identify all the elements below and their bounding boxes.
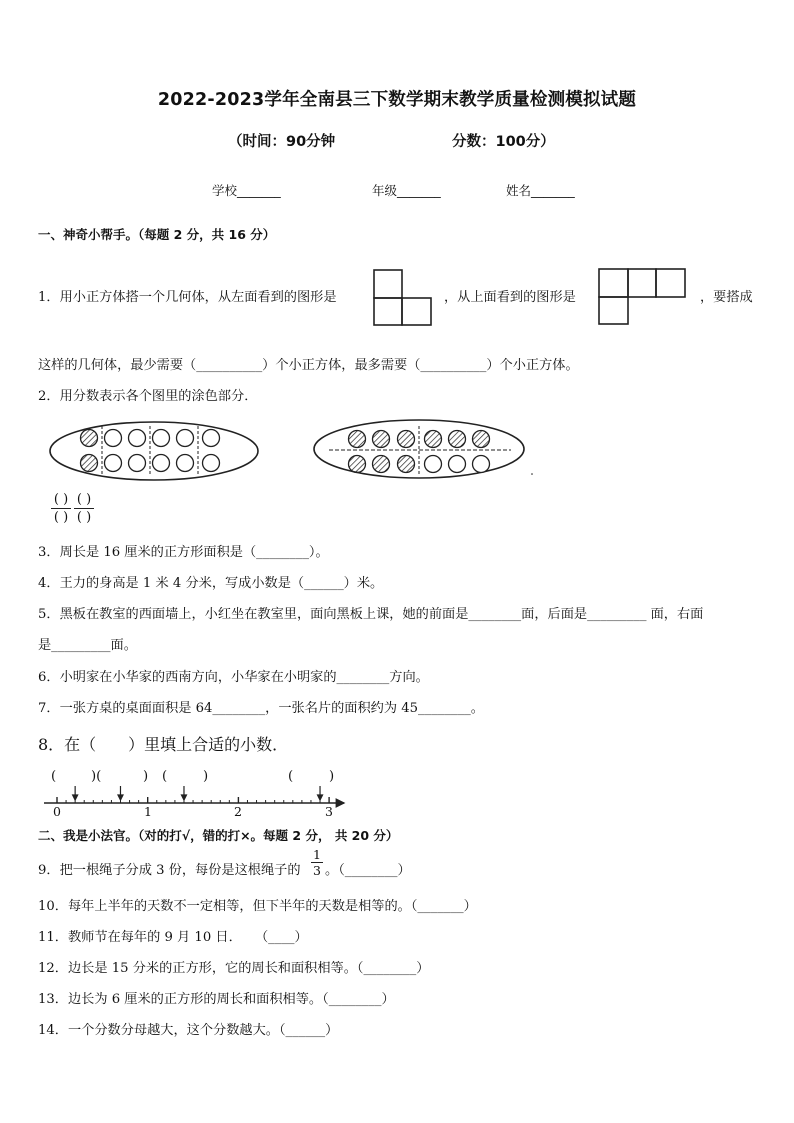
pointer-arrowhead-1 [73, 795, 78, 800]
q9-text-before: 9．把一根绳子分成 3 份，每份是这根绳子的 [38, 863, 301, 878]
q8-paren-3-open: ( [162, 769, 168, 784]
q10-text: 10．每年上半年的天数不一定相等，但下半年的天数是相等的。（_______） [38, 899, 477, 914]
fraction-1-numerator: ( ) [53, 492, 69, 507]
q1-part3: ，要搭成 [700, 290, 753, 305]
q8-paren-1-close-2-open: )( [91, 769, 102, 784]
name-field: 姓名_______ [506, 183, 575, 198]
exam-time: （时间：90分钟 [228, 134, 336, 150]
fraction-1-denominator: ( ) [53, 510, 69, 525]
q5-line1: 5．黑板在教室的西面墙上，小红坐在教室里，面向黑板上课，她的前面是________面，后面是_________ 面，右面 [38, 607, 704, 622]
q8-paren-4-open: ( [288, 769, 294, 784]
exam-score: 分数：100分） [452, 134, 555, 150]
pointer-arrowhead-3 [181, 795, 186, 800]
fraction-2-numerator: ( ) [76, 492, 92, 507]
q7-text: 7．一张方桌的桌面面积是 64________，一张名片的面积约为 45________。 [38, 701, 484, 716]
section-2-title: 二、我是小法官。（对的打√，错的打×。每题 2 分， 共 20 分） [38, 828, 399, 843]
tick-label-3: 3 [325, 804, 333, 819]
q1-part2: ，从上面看到的图形是 [444, 290, 576, 305]
q5-line2: 是_________面。 [38, 638, 137, 653]
q14-text: 14．一个分数分母越大，这个分数越大。（______） [38, 1023, 339, 1038]
q8-paren-2-close: ) [143, 769, 149, 784]
q1-line2: 这样的几何体，最少需要（__________）个小正方体，最多需要（__________）个小正方体。 [38, 358, 579, 373]
q13-text: 13．边长为 6 厘米的正方形的周长和面积相等。（________） [38, 992, 395, 1007]
q8-paren-3-close: ) [203, 769, 209, 784]
school-field: 学校_______ [212, 183, 281, 198]
pointer-arrowhead-4 [318, 795, 323, 800]
q2-text: 2．用分数表示各个图里的涂色部分． [38, 389, 258, 404]
fraction-2-bar [74, 508, 94, 509]
q1-part1: 1．用小正方体搭一个几何体，从左面看到的图形是 [38, 290, 337, 305]
q8-paren-4-close: ) [329, 769, 335, 784]
q3-text: 3．周长是 16 厘米的正方形面积是（________）。 [38, 545, 329, 560]
section-1-title: 一、神奇小帮手。（每题 2 分，共 16 分） [38, 227, 276, 242]
q9-text-after: 。（________） [325, 863, 411, 878]
tick-label-1: 1 [144, 804, 152, 819]
q9-numerator: 1 [313, 847, 321, 862]
tick-label-2: 2 [234, 804, 242, 819]
top-view-figure [598, 268, 688, 326]
pointer-arrowhead-2 [118, 795, 123, 800]
fraction-1-bar [51, 508, 71, 509]
q8-paren-1-open: ( [51, 769, 57, 784]
q6-text: 6．小明家在小华家的西南方向，小华家在小明家的________方向。 [38, 670, 429, 685]
grade-field: 年级_______ [372, 183, 441, 198]
page-title: 2022-2023学年全南县三下数学期末教学质量检测模拟试题 [157, 90, 637, 110]
q8-text: 8．在（ ）里填上合适的小数． [38, 735, 289, 754]
number-line [40, 785, 352, 821]
tick-label-0: 0 [53, 804, 61, 819]
q4-text: 4．王力的身高是 1 米 4 分米，写成小数是（______）米。 [38, 576, 384, 591]
ellipse-figure-2 [313, 418, 535, 480]
q12-text: 12．边长是 15 分米的正方形，它的周长和面积相等。（________） [38, 961, 430, 976]
fraction-2-denominator: ( ) [76, 510, 92, 525]
left-view-figure [373, 269, 433, 327]
q11-text: 11．教师节在每年的 9 月 10 日． （____） [38, 930, 308, 945]
q9-denominator: 3 [313, 863, 321, 878]
ellipse-figure-1 [48, 420, 260, 482]
